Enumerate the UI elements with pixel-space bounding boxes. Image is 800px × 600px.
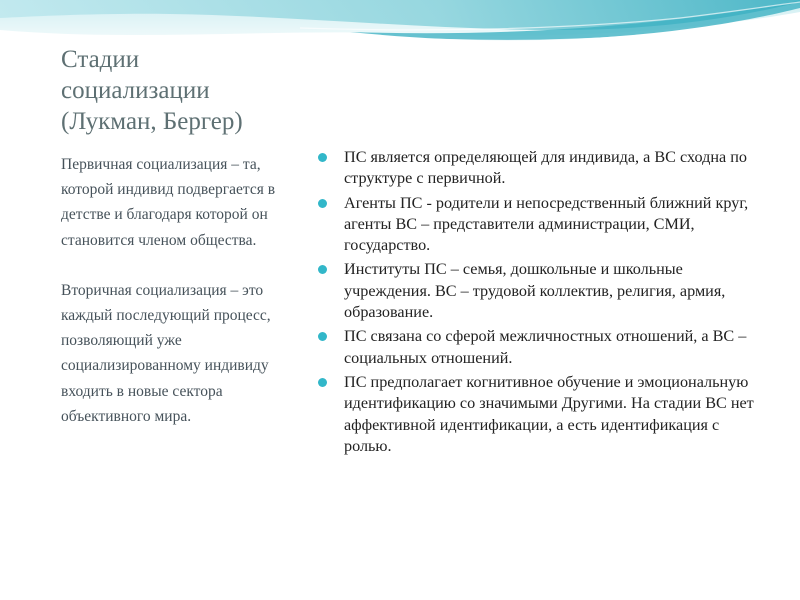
- slide-title: [61, 44, 321, 137]
- bullet-item: [318, 259, 768, 323]
- title-line: социализации: [61, 77, 210, 104]
- bullet-dot-icon: [318, 199, 327, 208]
- bullet-dot-icon: [318, 378, 327, 387]
- secondary-socialization-paragraph: Вторичная социализация – это каждый последующий процесс, позволяющий уже социализированному индивиду входить в новые сектора объективного мира.: [61, 281, 271, 425]
- bullet-text: ПС является определяющей для индивида, а ВС сходна по структуре с первичной.: [344, 148, 747, 188]
- bullet-item: [318, 147, 768, 190]
- primary-socialization-paragraph: Первичная социализация – та, которой индивид подвергается в детстве и благодаря которой он становится членом общества.: [61, 156, 276, 249]
- bullet-text: Агенты ПС - родители и непосредственный ближний круг, агенты ВС – представители администрации, СМИ, государство.: [344, 193, 749, 255]
- bullet-item: [318, 372, 768, 457]
- bullet-dot-icon: [318, 265, 327, 274]
- bullet-dot-icon: [318, 332, 327, 341]
- title-line: (Лукман, Бергер): [61, 108, 243, 135]
- bullet-dot-icon: [318, 153, 327, 162]
- title-line: Стадии: [61, 46, 140, 73]
- bullet-list: [318, 147, 768, 460]
- left-column: [61, 152, 311, 429]
- bullet-text: Институты ПС – семья, дошкольные и школьные учреждения. ВС – трудовой коллектив, религия, армия, образование.: [344, 260, 726, 322]
- bullet-item: [318, 193, 768, 257]
- bullet-item: [318, 326, 768, 369]
- bullet-text: ПС связана со сферой межличностных отношений, а ВС – социальных отношений.: [344, 327, 747, 367]
- bullet-text: ПС предполагает когнитивное обучение и эмоциональную идентификацию со значимыми Другими. На стадии ВС нет аффективной идентификации, а есть идентификация с ролью.: [344, 372, 754, 455]
